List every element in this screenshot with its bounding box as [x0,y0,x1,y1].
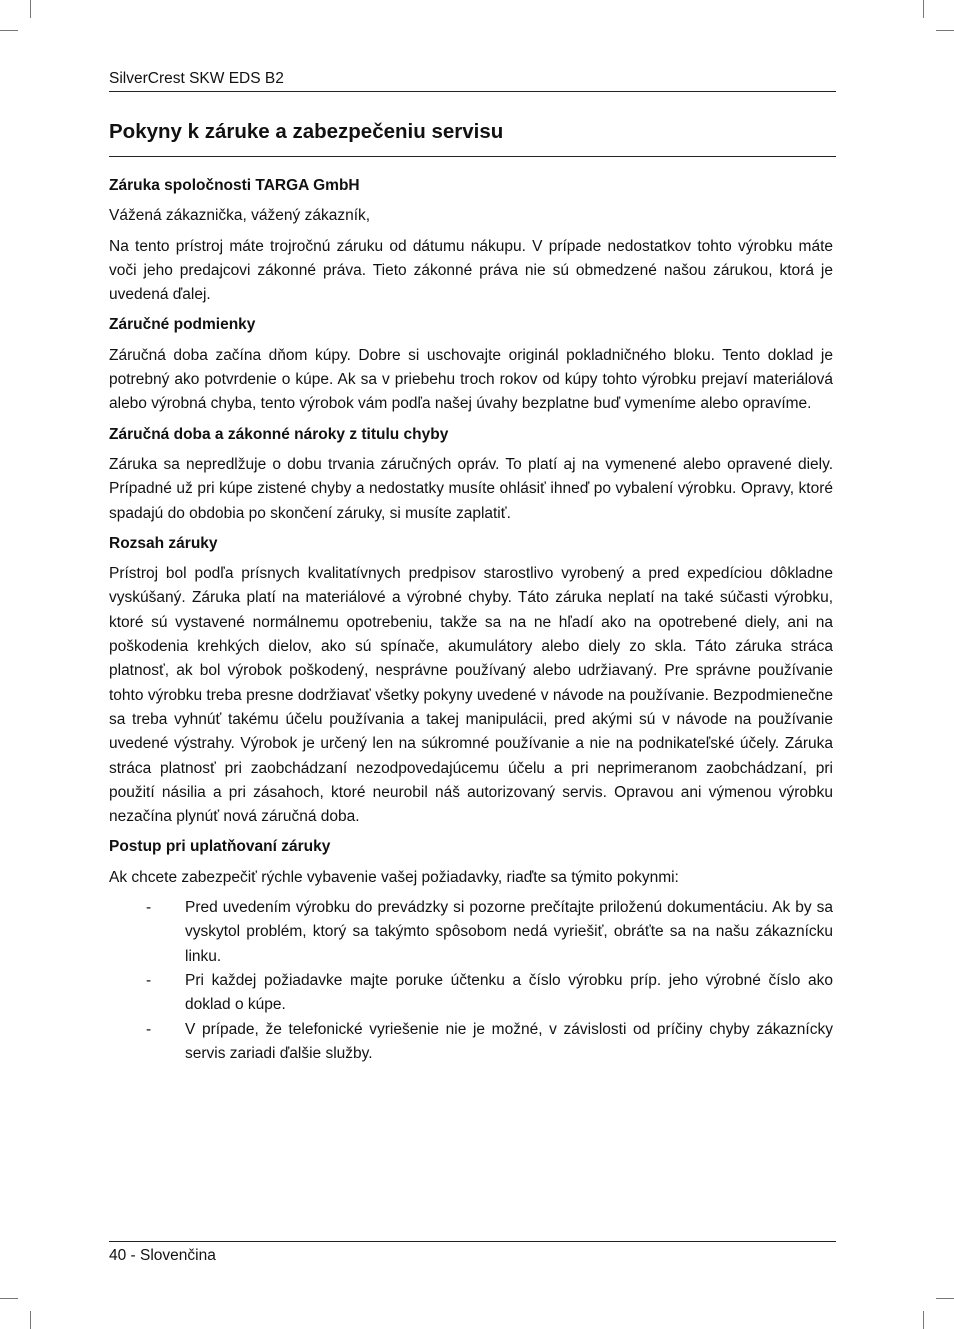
list-item-text: V prípade, že telefonické vyriešenie nie je možné, v závislosti od príčiny chyby zákaznícky servis zariadi ďalšie služby. [185,1020,833,1062]
bullet-dash: - [146,971,152,989]
bullet-dash: - [146,1020,152,1038]
document-body [109,174,833,1066]
paragraph: Na tento prístroj máte trojročnú záruku od dátumu nákupu. V prípade nedostatkov tohto výrobku máte voči jeho predajcovi zákonné práva. Tieto zákonné práva nie sú obmedzené našou zárukou, ktorá je uvedená ďalej. [109,237,833,304]
crop-mark [923,0,924,18]
section-heading: Záručná doba a zákonné nároky z titulu chyby [109,425,449,443]
section-warranty-scope [109,532,833,830]
section-warranty-period [109,423,833,526]
paragraph: Ak chcete zabezpečiť rýchle vybavenie vašej požiadavky, riaďte sa týmito pokynmi: [109,868,679,886]
section-warranty-conditions [109,313,833,416]
paragraph: Vážená zákaznička, vážený zákazník, [109,207,371,225]
list-item [109,1018,833,1067]
crop-mark [0,1298,18,1299]
crop-mark [0,30,18,31]
paragraph: Prístroj bol podľa prísnych kvalitatívnych predpisov starostlivo vyrobený a pred expedíciou dôkladne vyskúšaný. Záruka platí na materiálové a výrobné chyby. Táto záruka neplatí na také súčasti výrobku, ktoré sú vystavené normálnemu opotrebeniu, takže sa na ne hľadí ako na opotrebené diely, ani na poškodenia krehkých dielov, ako sú spínače, akumulátory alebo diely zo skla. Táto záruka stráca platnosť, ak bol výrobok poškodený, nesprávne používaný alebo udržiavaný. Pre správne používanie tohto výrobku treba presne dodržiavať všetky pokyny uvedené v návode na používanie. Bezpodmienečne sa treba vyhnúť takému účelu používania a takej manipulácii, pred akými sú v návode na používanie uvedené výstrahy. Výrobok je určený len na súkromné používanie a nie na podnikateľské účely. Záruka stráca platnosť pri zaobchádzaní nezodpovedajúcemu účelu a pri neprimeranom zaobchádzaní, pri použití násilia a pri zásahoch, ktoré neurobil náš autorizovaný servis. Opravou ani výmenou výrobku nezačína plynúť nová záručná doba. [109,565,833,826]
list-item [109,969,833,1018]
bullet-dash: - [146,899,152,917]
section-heading: Postup pri uplatňovaní záruky [109,838,331,856]
section-heading: Záruka spoločnosti TARGA GmbH [109,177,360,194]
bullet-list [109,896,833,1066]
crop-mark [936,30,954,31]
page-header: SilverCrest SKW EDS B2 [109,70,836,92]
page-footer [109,1241,836,1265]
page-number: 40 - Slovenčina [109,1247,216,1264]
crop-mark [30,1311,31,1329]
page-title: Pokyny k záruke a zabezpečeniu servisu [109,120,836,157]
list-item [109,896,833,969]
crop-mark [30,0,31,18]
list-item-text: Pred uvedením výrobku do prevádzky si pozorne prečítajte priloženú dokumentáciu. Ak by sa vyskytol problém, ktorý sa takýmto spôsobom nedá vyriešiť, obráťte sa na našu zákaznícku linku. [185,899,833,965]
section-warranty-targa [109,174,833,307]
section-heading: Rozsah záruky [109,534,218,552]
paragraph: Záručná doba začína dňom kúpy. Dobre si uschovajte originál pokladničného bloku. Tento doklad je potrebný ako potvrdenie o kúpe. Ak sa v priebehu troch rokov od kúpy tohto výrobku prejaví materiálová alebo výrobná chyba, tento výrobok vám podľa našej úvahy bezplatne buď vymeníme alebo opravíme. [109,346,833,413]
crop-mark [936,1298,954,1299]
crop-mark [923,1311,924,1329]
list-item-text: Pri každej požiadavke majte poruke účtenku a číslo výrobku príp. jeho výrobné číslo ako doklad o kúpe. [185,971,833,1014]
section-heading: Záručné podmienky [109,316,256,334]
section-claim-procedure [109,835,833,1066]
paragraph: Záruka sa nepredlžuje o dobu trvania záručných opráv. To platí aj na vymenené alebo opravené diely. Prípadné už pri kúpe zistené chyby a nedostatky musíte ohlásiť ihneď po vybalení výrobku. Opravy, ktoré spadajú do obdobia po skončení záruky, si musíte zaplatiť. [109,455,833,522]
